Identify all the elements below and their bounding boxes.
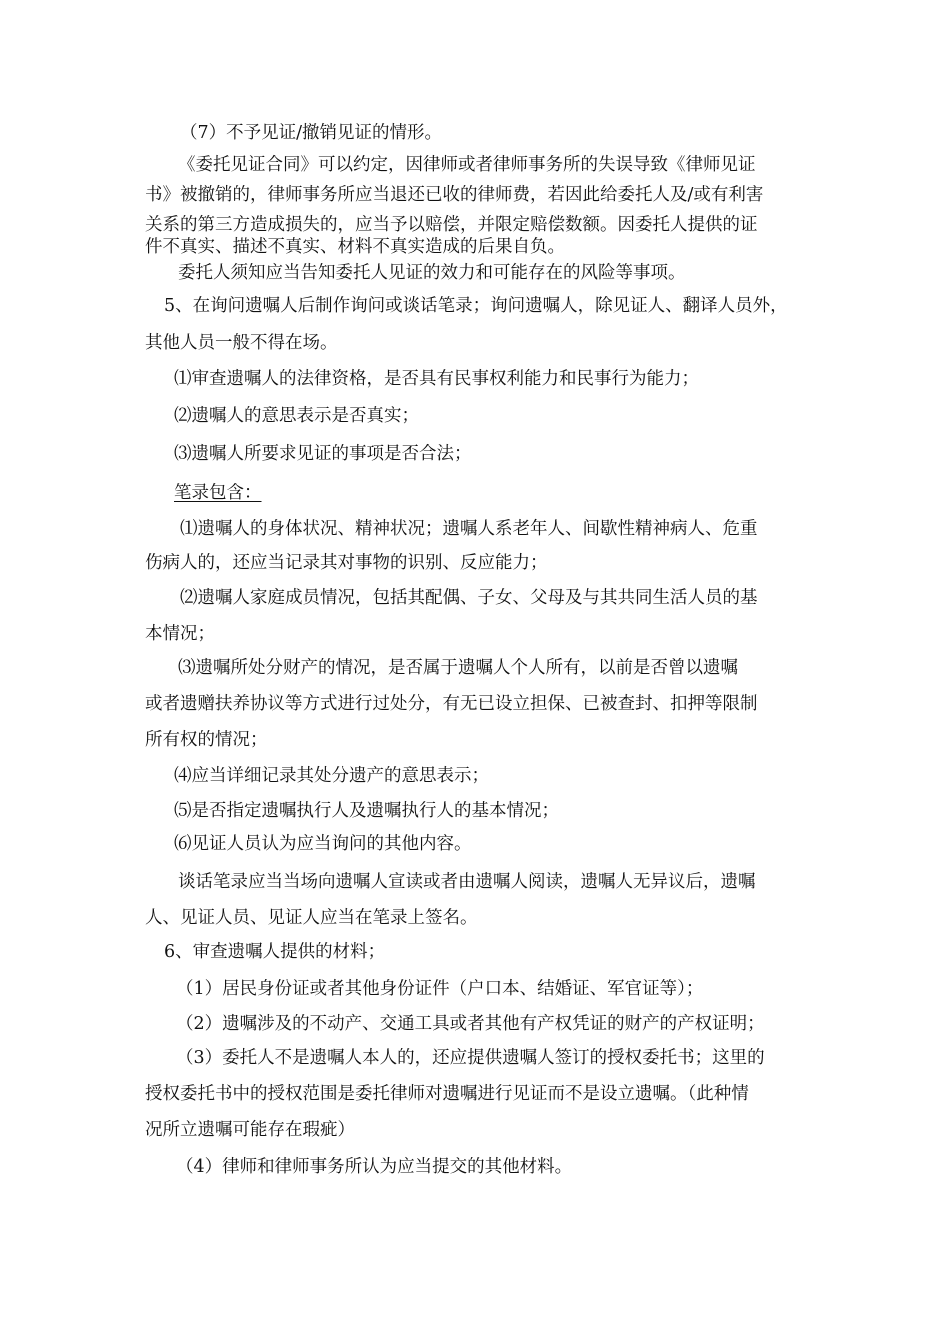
text-line: 谈话笔录应当当场向遗嘱人宣读或者由遗嘱人阅读，遗嘱人无异议后，遗嘱 — [178, 872, 756, 892]
text-line: （1）居民身份证或者其他身份证件（户口本、结婚证、军官证等）； — [176, 979, 704, 999]
text-line: 件不真实、描述不真实、材料不真实造成的后果自负。 — [145, 237, 565, 257]
section-heading: 笔录包含： — [174, 483, 262, 503]
text-line: ⑶遗嘱人所要求见证的事项是否合法； — [174, 444, 472, 464]
text-line: （7）不予见证/撤销见证的情形。 — [180, 123, 443, 143]
text-line: ⑴遗嘱人的身体状况、精神状况；遗嘱人系老年人、间歇性精神病人、危重 — [180, 519, 758, 539]
text-line: 6、审查遗嘱人提供的材料； — [164, 942, 386, 962]
text-line: 《委托见证合同》可以约定，因律师或者律师事务所的失误导致《律师见证 — [178, 155, 756, 175]
text-line: 伤病人的，还应当记录其对事物的识别、反应能力； — [145, 553, 548, 573]
text-line: ⑶遗嘱所处分财产的情况，是否属于遗嘱人个人所有，以前是否曾以遗嘱 — [178, 658, 738, 678]
text-line: （3）委托人不是遗嘱人本人的，还应提供遗嘱人签订的授权委托书；这里的 — [176, 1048, 765, 1068]
text-line: 其他人员一般不得在场。 — [145, 333, 338, 353]
text-line: 所有权的情况； — [145, 730, 268, 750]
text-line: ⑵遗嘱人的意思表示是否真实； — [174, 406, 419, 426]
text-line: （4）律师和律师事务所认为应当提交的其他材料。 — [176, 1157, 573, 1177]
text-line: ⑵遗嘱人家庭成员情况，包括其配偶、子女、父母及与其共同生活人员的基 — [180, 588, 758, 608]
text-line: 关系的第三方造成损失的，应当予以赔偿，并限定赔偿数额。因委托人提供的证 — [145, 215, 758, 235]
text-line: 本情况； — [145, 624, 215, 644]
text-line: 授权委托书中的授权范围是委托律师对遗嘱进行见证而不是设立遗嘱。（此种情 — [145, 1084, 749, 1104]
text-line: 人、见证人员、见证人应当在笔录上签名。 — [145, 908, 478, 928]
text-line: ⑸是否指定遗嘱执行人及遗嘱执行人的基本情况； — [174, 801, 559, 821]
text-line: ⑴审查遗嘱人的法律资格，是否具有民事权利能力和民事行为能力； — [174, 369, 699, 389]
text-line: 况所立遗嘱可能存在瑕疵） — [145, 1120, 355, 1140]
text-line: 5、在询问遗嘱人后制作询问或谈话笔录；询问遗嘱人，除见证人、翻译人员外， — [164, 296, 788, 316]
text-line: 书》被撤销的，律师事务所应当退还已收的律师费，若因此给委托人及/或有利害 — [145, 185, 764, 205]
text-line: 委托人须知应当告知委托人见证的效力和可能存在的风险等事项。 — [178, 263, 686, 283]
text-line: 或者遗赠扶养协议等方式进行过处分，有无已设立担保、已被查封、扣押等限制 — [145, 694, 758, 714]
text-line: ⑷应当详细记录其处分遗产的意思表示； — [174, 766, 489, 786]
text-line: ⑹见证人员认为应当询问的其他内容。 — [174, 834, 472, 854]
text-line: （2）遗嘱涉及的不动产、交通工具或者其他有产权凭证的财产的产权证明； — [176, 1014, 765, 1034]
